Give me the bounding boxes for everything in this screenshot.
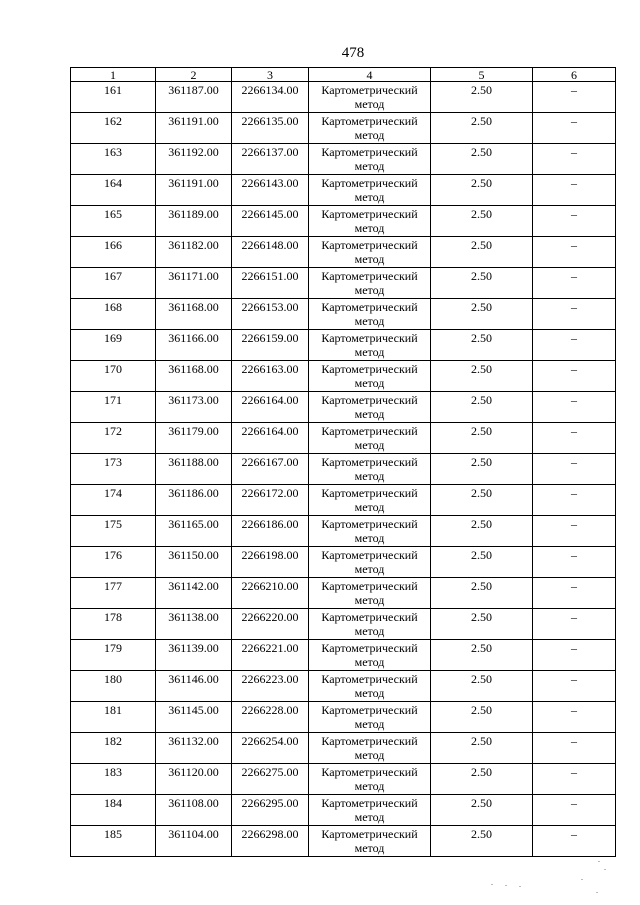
method-cell: Картометрический метод [309,826,431,857]
page-number: 478 [341,45,365,61]
accuracy-cell: 2.50 [431,702,533,733]
method-cell: Картометрический метод [309,547,431,578]
method-cell: Картометрический метод [309,702,431,733]
scan-speck [491,884,493,885]
accuracy-cell: 2.50 [431,485,533,516]
method-cell: Картометрический метод [309,609,431,640]
accuracy-cell: 2.50 [431,82,533,113]
header-row [71,68,616,82]
point-number-cell: 184 [71,795,156,826]
method-cell: Картометрический метод [309,330,431,361]
point-number-cell: 185 [71,826,156,857]
table-row [71,237,616,268]
point-number-cell: 175 [71,516,156,547]
point-number-cell: 165 [71,206,156,237]
description-cell: – [533,702,616,733]
x-coordinate-cell: 361171.00 [156,268,232,299]
description-cell: – [533,206,616,237]
point-number-cell: 176 [71,547,156,578]
accuracy-cell: 2.50 [431,609,533,640]
x-coordinate-cell: 361187.00 [156,82,232,113]
description-cell: – [533,330,616,361]
table-row [71,144,616,175]
x-coordinate-cell: 361188.00 [156,454,232,485]
header-cell-4: 4 [309,68,431,82]
method-cell: Картометрический метод [309,423,431,454]
y-coordinate-cell: 2266220.00 [232,609,309,640]
y-coordinate-cell: 2266137.00 [232,144,309,175]
table-row [71,547,616,578]
coordinates-table [70,67,616,857]
x-coordinate-cell: 361192.00 [156,144,232,175]
y-coordinate-cell: 2266210.00 [232,578,309,609]
y-coordinate-cell: 2266145.00 [232,206,309,237]
point-number-cell: 182 [71,733,156,764]
header-cell-3: 3 [232,68,309,82]
table-row [71,392,616,423]
accuracy-cell: 2.50 [431,454,533,485]
method-cell: Картометрический метод [309,206,431,237]
accuracy-cell: 2.50 [431,423,533,454]
accuracy-cell: 2.50 [431,671,533,702]
table-row [71,733,616,764]
table-row [71,485,616,516]
description-cell: – [533,764,616,795]
y-coordinate-cell: 2266164.00 [232,392,309,423]
description-cell: – [533,454,616,485]
y-coordinate-cell: 2266275.00 [232,764,309,795]
point-number-cell: 181 [71,702,156,733]
y-coordinate-cell: 2266298.00 [232,826,309,857]
description-cell: – [533,392,616,423]
x-coordinate-cell: 361191.00 [156,175,232,206]
description-cell: – [533,609,616,640]
table-row [71,82,616,113]
y-coordinate-cell: 2266164.00 [232,423,309,454]
x-coordinate-cell: 361150.00 [156,547,232,578]
y-coordinate-cell: 2266143.00 [232,175,309,206]
description-cell: – [533,175,616,206]
scan-speck [604,869,606,870]
y-coordinate-cell: 2266186.00 [232,516,309,547]
x-coordinate-cell: 361168.00 [156,361,232,392]
x-coordinate-cell: 361104.00 [156,826,232,857]
y-coordinate-cell: 2266295.00 [232,795,309,826]
method-cell: Картометрический метод [309,764,431,795]
x-coordinate-cell: 361189.00 [156,206,232,237]
method-cell: Картометрический метод [309,113,431,144]
x-coordinate-cell: 361139.00 [156,640,232,671]
accuracy-cell: 2.50 [431,795,533,826]
point-number-cell: 166 [71,237,156,268]
y-coordinate-cell: 2266153.00 [232,299,309,330]
x-coordinate-cell: 361168.00 [156,299,232,330]
point-number-cell: 173 [71,454,156,485]
method-cell: Картометрический метод [309,795,431,826]
accuracy-cell: 2.50 [431,516,533,547]
accuracy-cell: 2.50 [431,547,533,578]
y-coordinate-cell: 2266134.00 [232,82,309,113]
point-number-cell: 180 [71,671,156,702]
accuracy-cell: 2.50 [431,361,533,392]
point-number-cell: 179 [71,640,156,671]
point-number-cell: 162 [71,113,156,144]
description-cell: – [533,733,616,764]
point-number-cell: 178 [71,609,156,640]
description-cell: – [533,82,616,113]
accuracy-cell: 2.50 [431,578,533,609]
description-cell: – [533,671,616,702]
description-cell: – [533,299,616,330]
header-cell-1: 1 [71,68,156,82]
header-cell-6: 6 [533,68,616,82]
table-row [71,640,616,671]
y-coordinate-cell: 2266172.00 [232,485,309,516]
description-cell: – [533,640,616,671]
method-cell: Картометрический метод [309,485,431,516]
scan-speck [596,892,598,893]
accuracy-cell: 2.50 [431,640,533,671]
point-number-cell: 170 [71,361,156,392]
x-coordinate-cell: 361146.00 [156,671,232,702]
table-row [71,268,616,299]
point-number-cell: 172 [71,423,156,454]
x-coordinate-cell: 361166.00 [156,330,232,361]
header-cell-2: 2 [156,68,232,82]
method-cell: Картометрический метод [309,640,431,671]
point-number-cell: 183 [71,764,156,795]
accuracy-cell: 2.50 [431,392,533,423]
x-coordinate-cell: 361165.00 [156,516,232,547]
accuracy-cell: 2.50 [431,764,533,795]
y-coordinate-cell: 2266221.00 [232,640,309,671]
point-number-cell: 161 [71,82,156,113]
y-coordinate-cell: 2266135.00 [232,113,309,144]
method-cell: Картометрический метод [309,144,431,175]
description-cell: – [533,268,616,299]
description-cell: – [533,516,616,547]
description-cell: – [533,144,616,175]
table-row [71,330,616,361]
accuracy-cell: 2.50 [431,299,533,330]
description-cell: – [533,485,616,516]
point-number-cell: 171 [71,392,156,423]
table-body [71,82,616,857]
method-cell: Картометрический метод [309,361,431,392]
table-row [71,671,616,702]
point-number-cell: 168 [71,299,156,330]
method-cell: Картометрический метод [309,268,431,299]
description-cell: – [533,826,616,857]
x-coordinate-cell: 361120.00 [156,764,232,795]
table-row [71,361,616,392]
point-number-cell: 167 [71,268,156,299]
x-coordinate-cell: 361182.00 [156,237,232,268]
y-coordinate-cell: 2266167.00 [232,454,309,485]
table-header [71,68,616,82]
table-row [71,299,616,330]
table-row [71,795,616,826]
table-row [71,516,616,547]
accuracy-cell: 2.50 [431,206,533,237]
x-coordinate-cell: 361186.00 [156,485,232,516]
accuracy-cell: 2.50 [431,733,533,764]
method-cell: Картометрический метод [309,454,431,485]
point-number-cell: 169 [71,330,156,361]
description-cell: – [533,423,616,454]
table-row [71,702,616,733]
y-coordinate-cell: 2266151.00 [232,268,309,299]
accuracy-cell: 2.50 [431,113,533,144]
table-row [71,423,616,454]
method-cell: Картометрический метод [309,175,431,206]
table-row [71,113,616,144]
accuracy-cell: 2.50 [431,237,533,268]
accuracy-cell: 2.50 [431,826,533,857]
point-number-cell: 177 [71,578,156,609]
description-cell: – [533,237,616,268]
table-row [71,454,616,485]
method-cell: Картометрический метод [309,82,431,113]
method-cell: Картометрический метод [309,392,431,423]
y-coordinate-cell: 2266254.00 [232,733,309,764]
description-cell: – [533,113,616,144]
x-coordinate-cell: 361142.00 [156,578,232,609]
y-coordinate-cell: 2266159.00 [232,330,309,361]
header-cell-5: 5 [431,68,533,82]
y-coordinate-cell: 2266148.00 [232,237,309,268]
point-number-cell: 164 [71,175,156,206]
x-coordinate-cell: 361132.00 [156,733,232,764]
description-cell: – [533,547,616,578]
description-cell: – [533,578,616,609]
method-cell: Картометрический метод [309,733,431,764]
method-cell: Картометрический метод [309,299,431,330]
description-cell: – [533,795,616,826]
accuracy-cell: 2.50 [431,144,533,175]
table-row [71,578,616,609]
description-cell: – [533,361,616,392]
x-coordinate-cell: 361179.00 [156,423,232,454]
x-coordinate-cell: 361108.00 [156,795,232,826]
scan-speck [505,885,507,886]
scan-speck [598,861,600,862]
accuracy-cell: 2.50 [431,330,533,361]
table-row [71,175,616,206]
x-coordinate-cell: 361173.00 [156,392,232,423]
accuracy-cell: 2.50 [431,175,533,206]
scan-speck [519,886,521,887]
method-cell: Картометрический метод [309,578,431,609]
accuracy-cell: 2.50 [431,268,533,299]
table-row [71,609,616,640]
scan-speck [581,879,583,880]
x-coordinate-cell: 361138.00 [156,609,232,640]
point-number-cell: 174 [71,485,156,516]
x-coordinate-cell: 361145.00 [156,702,232,733]
table-row [71,826,616,857]
y-coordinate-cell: 2266198.00 [232,547,309,578]
method-cell: Картометрический метод [309,237,431,268]
y-coordinate-cell: 2266163.00 [232,361,309,392]
x-coordinate-cell: 361191.00 [156,113,232,144]
point-number-cell: 163 [71,144,156,175]
y-coordinate-cell: 2266223.00 [232,671,309,702]
table-row [71,764,616,795]
method-cell: Картометрический метод [309,671,431,702]
method-cell: Картометрический метод [309,516,431,547]
y-coordinate-cell: 2266228.00 [232,702,309,733]
table-row [71,206,616,237]
